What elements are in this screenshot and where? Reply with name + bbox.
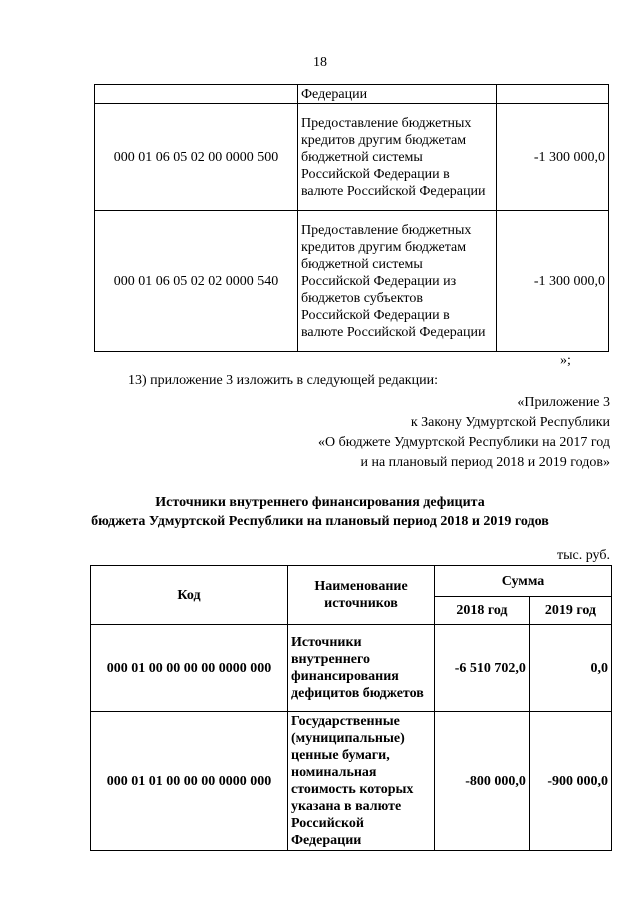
name-cell: Федерации [298,85,497,104]
amount-2018-cell: -6 510 702,0 [435,625,530,712]
code-cell: 000 01 00 00 00 00 0000 000 [91,625,288,712]
annex-line: к Закону Удмуртской Республики [410,415,610,430]
amount-2019-cell: 0,0 [529,625,611,712]
name-cell: Предоставление бюджетных кредитов другим бюджетам бюджетной системы Российской Федерации из бюджетов субъектов Российской Федерации в валюте Российской Федерации [298,211,497,352]
units-label: тыс. руб. [557,548,610,563]
amount-cell: -1 300 000,0 [497,211,609,352]
table-row [95,104,609,211]
amount-cell: -1 300 000,0 [497,104,609,211]
code-cell: 000 01 06 05 02 00 0000 500 [95,104,298,211]
code-cell: 000 01 01 00 00 00 0000 000 [91,712,288,851]
header-year-2018: 2018 год [435,597,530,625]
header-sum: Сумма [435,566,612,597]
table-row [91,625,612,712]
code-cell: 000 01 06 05 02 02 0000 540 [95,211,298,352]
previous-sources-table [94,84,609,352]
table-row [95,211,609,352]
amendment-item: 13) приложение 3 изложить в следующей редакции: [128,373,438,388]
name-cell: Государственные (муниципальные) ценные бумаги, номинальная стоимость которых указана в валюте Российской Федерации [288,712,435,851]
header-code: Код [91,566,288,625]
closing-quote: »; [560,353,571,368]
title-line: Источники внутреннего финансирования дефицита [155,495,485,510]
header-row [91,566,612,597]
table-row [95,85,609,104]
amount-cell [497,85,609,104]
amount-2019-cell: -900 000,0 [529,712,611,851]
header-name: Наименование источников [288,566,435,625]
name-cell: Источники внутреннего финансирования дефицитов бюджетов [288,625,435,712]
header-year-2019: 2019 год [529,597,611,625]
page-number: 18 [313,55,327,70]
amount-2018-cell: -800 000,0 [435,712,530,851]
annex-line: «О бюджете Удмуртской Республики на 2017 год [317,435,610,450]
annex-line: «Приложение 3 [517,395,610,410]
document-title [0,493,640,531]
title-line: бюджета Удмуртской Республики на плановый период 2018 и 2019 годов [91,514,549,529]
annex-heading [250,393,610,473]
code-cell [95,85,298,104]
table-row [91,712,612,851]
annex-line: и на плановый период 2018 и 2019 годов» [360,455,610,470]
name-cell: Предоставление бюджетных кредитов другим бюджетам бюджетной системы Российской Федерации в валюте Российской Федерации [298,104,497,211]
financing-sources-table [90,565,612,851]
